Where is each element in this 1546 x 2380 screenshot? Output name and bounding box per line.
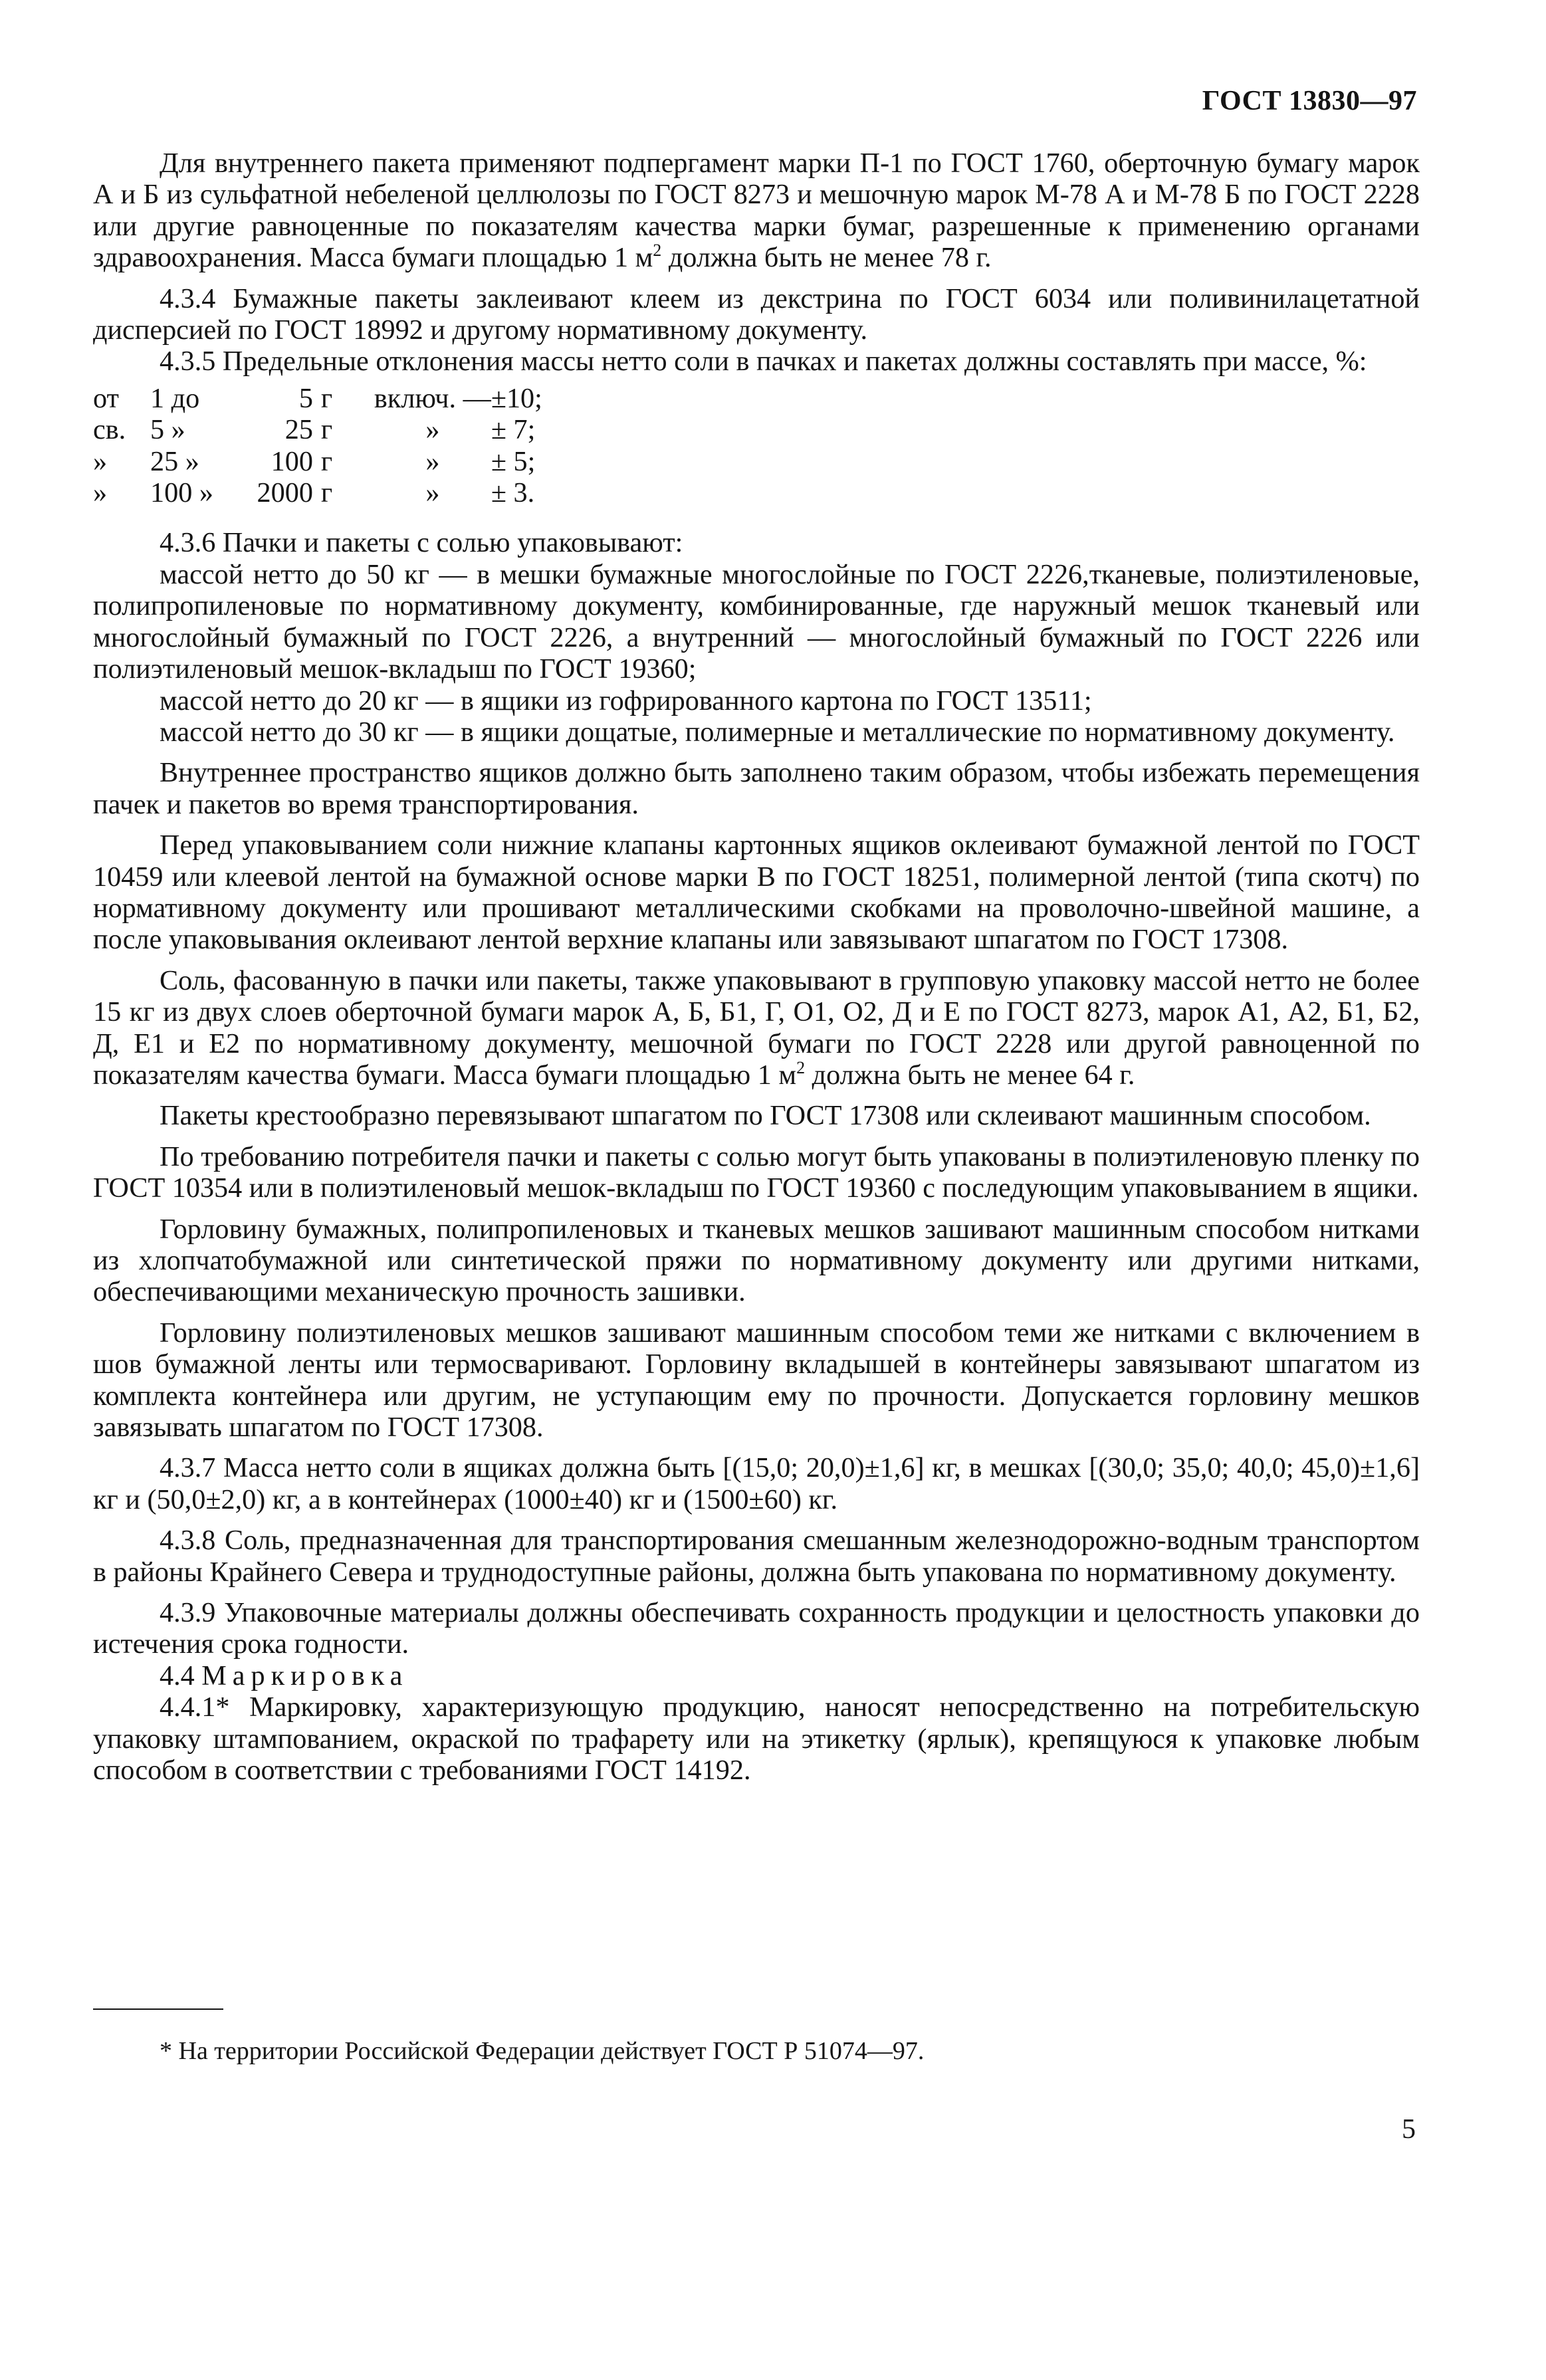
clause-4-3-7: 4.3.7 Масса нетто соли в ящиках должна быть [(15,0; 20,0)±1,6] кг, в мешках [(30,0; 35,0; 40,0; 45,0)±1,6] кг и (50,0±2,0) кг, а в контейнерах (1000±40) кг и (1500±60) кг. xyxy=(93,1452,1420,1515)
paragraph-box-sealing: Перед упаковыванием соли нижние клапаны картонных ящиков оклеивают бумажной лентой по ГОСТ 10459 или клеевой лентой на бумажной основе марки В по ГОСТ 18251, полимерной лентой (типа скотч) по нормативному документу или прошивают металлическими скобками на проволочно-швейной машине, а после упаковывания оклеивают лентой верхние клапаны или завязывают шпагатом по ГОСТ 17308. xyxy=(93,829,1420,956)
clause-4-3-8: 4.3.8 Соль, предназначенная для транспортирования смешанным железнодорожно-водным транспортом в районы Крайнего Севера и труднодоступные районы, должна быть упакована по нормативному документу. xyxy=(93,1525,1420,1588)
paragraph-bag-neck-sewing: Горловину бумажных, полипропиленовых и тканевых мешков зашивают машинным способом нитками из хлопчатобумажной или синтетической пряжи по нормативному документу или другими нитками, обеспечивающими механическую прочность зашивки. xyxy=(93,1213,1420,1308)
paragraph-poly-bag-neck: Горловину полиэтиленовых мешков зашивают машинным способом теми же нитками с включением в шов бумажной ленты или термосваривают. Горловину вкладышей в контейнеры завязывают шпагатом из комплекта контейнера или другим, не уступающим ему по прочности. Допускается горловину мешков завязывать шпагатом по ГОСТ 17308. xyxy=(93,1317,1420,1444)
clause-4-3-5: 4.3.5 Предельные отклонения массы нетто соли в пачках и пакетах должны составлять при массе, %: xyxy=(160,346,1367,378)
paragraph-box-space: Внутреннее пространство ящиков должно быть заполнено таким образом, чтобы избежать перемещения пачек и пакетов во время транспортирования. xyxy=(93,757,1420,820)
clause-4-3-6-item-30kg: массой нетто до 30 кг — в ящики дощатые, полимерные и металлические по нормативному документу. xyxy=(160,716,1395,748)
paragraph-packet-tying: Пакеты крестообразно перевязывают шпагатом по ГОСТ 17308 или склеивают машинным способом. xyxy=(160,1100,1371,1132)
clause-4-3-6: 4.3.6 Пачки и пакеты с солью упаковывают: xyxy=(160,527,683,559)
body-text xyxy=(93,148,1420,1786)
clause-4-3-6-item-20kg: массой нетто до 20 кг — в ящики из гофрированного картона по ГОСТ 13511; xyxy=(160,685,1092,716)
table-row: св. 5 » 25 г » ± 7; xyxy=(93,414,536,446)
table-row: » 100 » 2000 г » ± 3. xyxy=(93,477,535,509)
footnote: * На территории Российской Федерации действует ГОСТ Р 51074—97. xyxy=(160,2037,925,2065)
paragraph-group-packaging: Соль, фасованную в пачки или пакеты, также упаковывают в групповую упаковку массой нетто не более 15 кг из двух слоев оберточной бумаги марок А, Б, Б1, Г, О1, О2, Д и Е по ГОСТ 8273, марок А1, А2, Б1, Б2, Д, Е1 и Е2 по нормативному документу, мешочной бумаги по ГОСТ 2228 или другой равноценной по показателям качества бумаги. Масса бумаги площадью 1 $м^2$ должна быть не менее 64 г. xyxy=(93,964,1420,1091)
clause-4-3-9: 4.3.9 Упаковочные материалы должны обеспечивать сохранность продукции и целостность упаковки до истечения срока годности. xyxy=(93,1597,1420,1660)
table-row: » 25 » 100 г » ± 5; xyxy=(93,445,536,477)
clause-4-4-1: 4.4.1* Маркировку, характеризующую продукцию, наносят непосредственно на потребительскую упаковку штампованием, окраской по трафарету или на этикетку (ярлык), крепящуюся к упаковке любым способом в соответствии с требованиями ГОСТ 14192. xyxy=(93,1691,1420,1786)
paragraph-consumer-request: По требованию потребителя пачки и пакеты с солью могут быть упакованы в полиэтиленовую пленку по ГОСТ 10354 или в полиэтиленовый мешок-вкладыш по ГОСТ 19360 с последующим упаковыванием в ящики. xyxy=(93,1140,1420,1204)
section-heading-4-4: 4.4 Маркировка xyxy=(160,1660,409,1691)
paragraph-inner-packet: Для внутреннего пакета применяют подпергамент марки П-1 по ГОСТ 1760, оберточную бумагу марок А и Б из сульфатной небеленой целлюлозы по ГОСТ 8273 и мешочную марок М-78 А и М-78 Б по ГОСТ 2228 или другие равноценные по показателям качества марки бумаг, разрешенные к применению органами здравоохранения. Масса бумаги площадью 1 $м^2$ должна быть не менее 78 г. xyxy=(93,148,1420,274)
deviation-table xyxy=(93,383,591,509)
footnote-divider xyxy=(93,2008,223,2010)
clause-4-3-6-item-50kg: массой нетто до 50 кг — в мешки бумажные многослойные по ГОСТ 2226,тканевые, полиэтиленовые, полипропиленовые по нормативному документу, комбинированные, где наружный мешок тканевый или многослойный бумажный по ГОСТ 2226, а внутренний — многослойный бумажный по ГОСТ 2226 или полиэтиленовый мешок-вкладыш по ГОСТ 19360; xyxy=(93,558,1420,685)
table-row: от 1 до 5 г включ. — ±10; xyxy=(93,382,542,414)
page-number: 5 xyxy=(1402,2114,1416,2145)
clause-4-3-4: 4.3.4 Бумажные пакеты заклеивают клеем из декстрина по ГОСТ 6034 или поливинилацетатной дисперсией по ГОСТ 18992 и другому нормативному документу. xyxy=(93,282,1420,346)
document-code: ГОСТ 13830—97 xyxy=(1202,86,1417,116)
